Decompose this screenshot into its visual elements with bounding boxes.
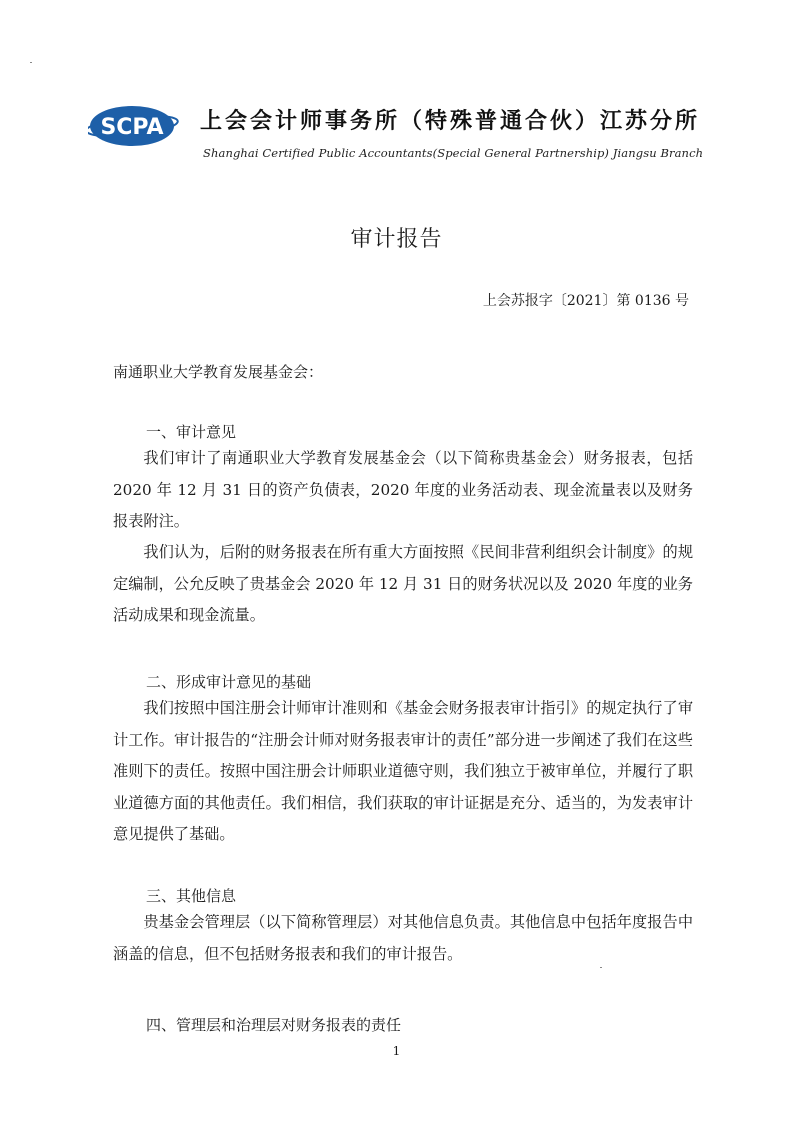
scan-speck [30,62,32,63]
section-heading: 四、管理层和治理层对财务报表的责任 [146,1016,402,1034]
paragraph: 我们按照中国注册会计师审计准则和《基金会财务报表审计指引》的规定执行了审计工作。审计报告的“注册会计师对财务报表审计的责任”部分进一步阐述了我们在这些准则下的责任。按照中国注册会计师职业道德守则，我们独立于被审单位，并履行了职业道德方面的其他责任。我们相信，我们获取的审计证据是充分、适当的，为发表审计意见提供了基础。 [113,699,693,843]
paragraph: 我们审计了南通职业大学教育发展基金会（以下简称贵基金会）财务报表，包括 2020 年 12 月 31 日的资产负债表，2020 年度的业务活动表、现金流量表以及财务报表附注。 [113,449,693,530]
section-heading: 三、其他信息 [146,887,237,905]
report-title: 审计报告 [350,227,443,252]
scpa-logo [88,103,182,149]
section-heading: 一、审计意见 [146,423,237,441]
svg-text:SCPA: SCPA [100,115,164,140]
firm-name-en: Shanghai Certified Public Accountants(Special General Partnership) Jiangsu Branch [203,146,704,160]
scan-speck [600,967,602,968]
page-number: 1 [392,1044,401,1058]
paragraph: 贵基金会管理层（以下简称管理层）对其他信息负责。其他信息中包括年度报告中涵盖的信息，但不包括财务报表和我们的审计报告。 [113,913,693,963]
paragraph: 我们认为，后附的财务报表在所有重大方面按照《民间非营利组织会计制度》的规定编制，公允反映了贵基金会 2020 年 12 月 31 日的财务状况以及 2020 年度的业务活动成果和现金流量。 [113,543,693,624]
firm-name-cn: 上会会计师事务所（特殊普通合伙）江苏分所 [200,109,701,134]
report-reference: 上会苏报字〔2021〕第 0136 号 [482,293,689,309]
addressee: 南通职业大学教育发展基金会： [113,363,324,381]
section-heading: 二、形成审计意见的基础 [146,673,312,691]
